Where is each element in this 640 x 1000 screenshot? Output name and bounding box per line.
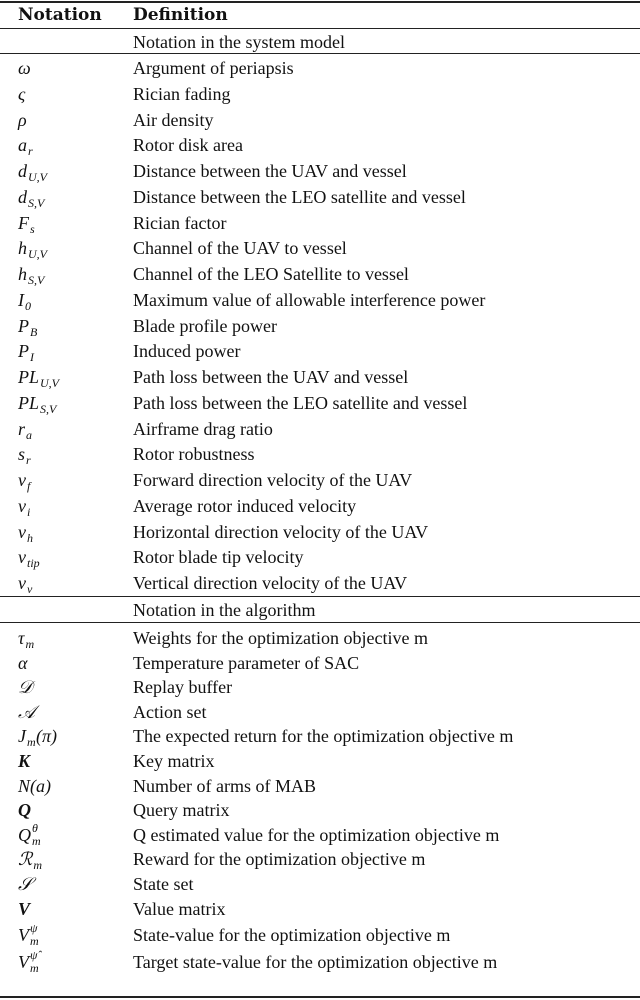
notation-definition: Key matrix [133, 751, 215, 771]
symbol-scripts [32, 848, 43, 873]
symbol-scripts [39, 392, 63, 414]
section-rule [0, 596, 640, 597]
symbol-scripts [26, 521, 36, 543]
notation-symbol [18, 799, 31, 821]
symbol-base: J [18, 726, 26, 747]
symbol-subscript: S,V [40, 401, 57, 416]
notation-symbol [18, 469, 36, 491]
symbol-scripts [29, 921, 39, 949]
notation-symbol [18, 947, 46, 975]
notation-definition: Channel of the UAV to vessel [133, 238, 347, 259]
symbol-base: v [18, 547, 26, 568]
symbol-scripts [24, 289, 34, 311]
symbol-scripts [27, 160, 51, 182]
notation-definition: Rotor disk area [133, 135, 243, 156]
symbol-scripts [26, 469, 36, 491]
top-rule [0, 1, 640, 3]
symbol-base: V [18, 951, 29, 972]
notation-definition: The expected return for the optimization objective m [133, 726, 514, 747]
symbol-subscript: U,V [28, 247, 47, 262]
notation-symbol [18, 109, 27, 131]
symbol-scripts [31, 820, 41, 848]
notation-symbol [18, 652, 27, 674]
notation-symbol [18, 443, 35, 468]
notation-definition: State-value for the optimization objective m [133, 925, 451, 946]
symbol-base: PL [18, 367, 40, 387]
notation-symbol [18, 186, 51, 208]
section-rule [0, 53, 640, 54]
header-definition: Definition [133, 5, 228, 25]
notation-symbol [18, 134, 37, 159]
symbol-scripts [27, 186, 51, 208]
symbol-scripts [29, 340, 39, 365]
section-title: Notation in the system model [133, 32, 345, 52]
symbol-scripts [25, 443, 35, 468]
symbol-base: α [18, 652, 28, 673]
notation-definition: Reward for the optimization objective m [133, 849, 426, 870]
symbol-base: PL [18, 392, 40, 413]
symbol-base: Q [18, 800, 31, 821]
symbol-subscript: m [32, 833, 41, 848]
notation-symbol [18, 83, 25, 105]
symbol-subscript: 0 [25, 298, 31, 313]
notation-symbol [18, 392, 63, 414]
symbol-base: a [18, 135, 27, 156]
symbol-superscript: θ [32, 820, 38, 835]
notation-definition: Maximum value of allowable interference power [133, 289, 486, 310]
notation-definition: Path loss between the UAV and vessel [133, 367, 409, 387]
section-title: Notation in the algorithm [133, 600, 316, 620]
symbol-base: r [18, 418, 26, 439]
symbol-subscript: r [28, 144, 33, 159]
notation-definition: Action set [133, 701, 207, 722]
symbol-subscript: f [27, 479, 31, 493]
notation-symbol [18, 898, 30, 920]
notation-definition: Distance between the UAV and vessel [133, 161, 407, 181]
notation-symbol [18, 57, 31, 79]
notation-symbol [18, 212, 39, 234]
notation-symbol [18, 160, 51, 182]
notation-definition: Average rotor induced velocity [133, 495, 357, 516]
symbol-subscript: m [33, 858, 43, 873]
notation-definition: Induced power [133, 341, 241, 362]
notation-definition: Airframe drag ratio [133, 418, 273, 439]
symbol-base: h [18, 238, 27, 259]
notation-symbol [18, 289, 34, 311]
symbol-base: V [18, 898, 31, 919]
symbol-scripts [39, 366, 63, 388]
symbol-subscript: S,V [28, 273, 45, 287]
section-rule [0, 622, 640, 623]
symbol-subscript: s [30, 221, 35, 236]
notation-symbol [18, 263, 51, 285]
header-rule [0, 28, 640, 29]
notation-definition: Value matrix [133, 898, 226, 919]
notation-definition: State set [133, 874, 194, 894]
symbol-base: P [18, 341, 29, 362]
symbol-base: K [18, 751, 31, 771]
notation-symbol [18, 750, 30, 772]
notation-definition: Query matrix [133, 800, 230, 821]
notation-definition: Rician fading [133, 83, 231, 104]
notation-symbol [18, 315, 39, 337]
symbol-subscript: a [26, 427, 33, 442]
symbol-base: v [18, 573, 26, 593]
symbol-scripts [29, 947, 46, 975]
symbol-base: 𝒮 [18, 874, 32, 894]
symbol-subscript: r [26, 453, 31, 468]
symbol-subscript: B [30, 324, 38, 339]
symbol-subscript: m [30, 934, 39, 949]
symbol-argument: (π) [36, 726, 58, 747]
notation-symbol [18, 820, 41, 848]
symbol-base: d [18, 161, 27, 181]
symbol-subscript: U,V [28, 170, 47, 184]
symbol-base: v [18, 470, 26, 490]
symbol-scripts [26, 495, 36, 517]
symbol-base: ℛ [18, 849, 33, 870]
notation-definition: Temperature parameter of SAC [133, 652, 360, 673]
symbol-scripts [24, 627, 34, 649]
notation-symbol [18, 725, 58, 750]
notation-definition: Number of arms of MAB [133, 775, 316, 796]
symbol-base: h [18, 264, 27, 284]
notation-symbol [18, 572, 36, 594]
notation-definition: Air density [133, 109, 214, 130]
symbol-base: τ [18, 628, 25, 648]
notation-symbol [18, 418, 35, 440]
notation-definition: Horizontal direction velocity of the UAV [133, 521, 429, 542]
symbol-base: 𝒟 [18, 677, 33, 698]
symbol-base: s [18, 444, 26, 465]
symbol-scripts [27, 237, 51, 262]
notation-definition: Vertical direction velocity of the UAV [133, 573, 408, 593]
symbol-subscript: i [27, 504, 31, 519]
symbol-base: 𝒜 [18, 701, 36, 722]
symbol-base: N(a) [18, 775, 51, 796]
notation-symbol [18, 521, 36, 543]
symbol-subscript: h [27, 530, 33, 545]
notation-definition: Forward direction velocity of the UAV [133, 470, 413, 490]
notation-symbol [18, 873, 32, 895]
notation-symbol [18, 627, 34, 649]
notation-symbol [18, 546, 50, 571]
symbol-base: ω [18, 58, 31, 78]
symbol-base: v [18, 521, 26, 542]
symbol-base: v [18, 495, 26, 516]
symbol-subscript: v [27, 582, 33, 596]
symbol-subscript: tip [27, 556, 40, 571]
notation-symbol [18, 775, 51, 797]
notation-definition: Target state-value for the optimization objective m [133, 951, 498, 972]
symbol-base: I [18, 289, 24, 310]
symbol-scripts [26, 572, 36, 594]
symbol-subscript: m [30, 960, 39, 975]
symbol-scripts [25, 418, 35, 440]
notation-symbol [18, 237, 51, 262]
notation-symbol [18, 676, 32, 698]
notation-symbol [18, 366, 63, 388]
symbol-superscript: ψ̂ [30, 947, 38, 962]
notation-definition: Rotor blade tip velocity [133, 547, 304, 568]
notation-symbol [18, 848, 43, 873]
notation-symbol [18, 495, 36, 517]
notation-symbol [18, 340, 39, 365]
symbol-subscript: S,V [28, 195, 45, 210]
notation-definition: Channel of the LEO Satellite to vessel [133, 264, 409, 284]
symbol-subscript: m [27, 735, 36, 750]
notation-definition: Weights for the optimization objective m [133, 628, 428, 648]
notation-definition: Blade profile power [133, 315, 277, 336]
notation-definition: Replay buffer [133, 677, 233, 698]
header-notation: Notation [18, 5, 102, 25]
symbol-scripts [26, 546, 50, 571]
symbol-base: P [18, 315, 29, 336]
symbol-base: ς [18, 83, 26, 104]
symbol-scripts [29, 212, 39, 234]
bottom-rule [0, 996, 640, 998]
symbol-base: d [18, 186, 27, 207]
symbol-base: Q [18, 824, 31, 845]
symbol-subscript: m [25, 637, 35, 651]
notation-definition: Argument of periapsis [133, 58, 294, 78]
notation-symbol [18, 921, 39, 949]
symbol-scripts [27, 263, 51, 285]
notation-definition: Q estimated value for the optimization objective m [133, 824, 500, 845]
notation-symbol [18, 701, 35, 723]
notation-definition: Path loss between the LEO satellite and vessel [133, 392, 468, 413]
symbol-subscript: I [30, 350, 34, 365]
symbol-subscript: U,V [40, 376, 60, 390]
notation-definition: Rotor robustness [133, 444, 255, 465]
symbol-scripts [27, 134, 37, 159]
symbol-superscript: ψ [30, 921, 38, 936]
symbol-scripts [26, 725, 36, 750]
notation-definition: Distance between the LEO satellite and vessel [133, 186, 466, 207]
symbol-scripts [29, 315, 39, 337]
notation-definition: Rician factor [133, 212, 227, 233]
symbol-base: F [18, 212, 29, 233]
symbol-base: V [18, 925, 29, 946]
symbol-base: ρ [18, 109, 27, 130]
